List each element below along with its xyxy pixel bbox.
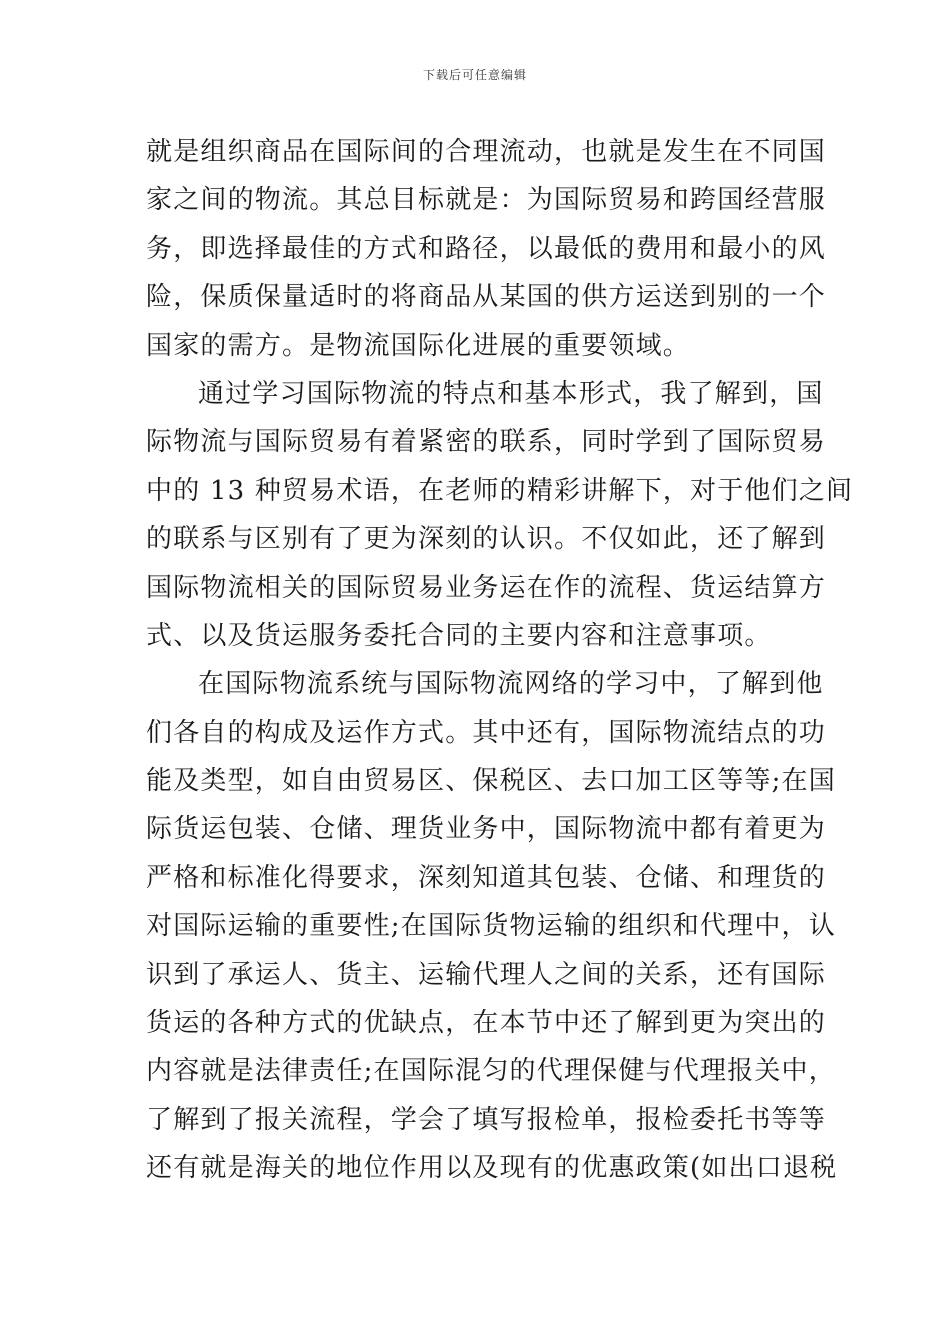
text-line: 们各自的构成及运作方式。其中还有，国际物流结点的功 [146, 717, 827, 748]
text-line: 内容就是法律责任;在国际混匀的代理保健与代理报关中， [146, 1056, 836, 1087]
text-line: 国际物流相关的国际贸易业务运在作的流程、货运结算方 [146, 572, 827, 603]
text-line: 能及类型，如自由贸易区、保税区、去口加工区等等;在国 [146, 766, 836, 797]
text-line: 识到了承运人、货主、运输代理人之间的关系，还有国际 [146, 959, 827, 990]
text-line: 的联系与区别有了更为深刻的认识。不仅如此，还了解到 [146, 524, 827, 555]
text-line: 就是组织商品在国际间的合理流动，也就是发生在不同国 [146, 137, 827, 167]
text-line: 际物流与国际贸易有着紧密的联系，同时学到了国际贸易 [146, 427, 827, 458]
text-line: 对国际运输的重要性;在国际货物运输的组织和代理中，认 [146, 911, 836, 942]
text-line: 在国际物流系统与国际物流网络的学习中，了解到他 [198, 669, 824, 700]
text-line: 国家的需方。是物流国际化进展的重要领域。 [146, 330, 691, 361]
text-line: 通过学习国际物流的特点和基本形式，我了解到，国 [198, 378, 824, 409]
text-line: 险，保质保量适时的将商品从某国的供方运送到别的一个 [146, 282, 827, 313]
page-header: 下载后可任意编辑 [422, 68, 527, 82]
text-line: 货运的各种方式的优缺点，在本节中还了解到更为突出的 [146, 1008, 827, 1039]
text-line: 式、以及货运服务委托合同的主要内容和注意事项。 [146, 620, 772, 651]
text-line: 际货运包装、仓储、理货业务中，国际物流中都有着更为 [146, 814, 827, 845]
text-line: 还有就是海关的地位作用以及现有的优惠政策(如出口退税 [146, 1153, 838, 1184]
text-line: 家之间的物流。其总目标就是：为国际贸易和跨国经营服 [146, 185, 827, 216]
document-body [146, 128, 854, 1193]
text-line: 严格和标准化得要求，深刻知道其包装、仓储、和理货的 [146, 862, 827, 893]
text-line: 务，即选择最佳的方式和路径，以最低的费用和最小的风 [146, 233, 827, 264]
text-line: 中的 13 种贸易术语，在老师的精彩讲解下，对于他们之间 [146, 475, 854, 506]
text-line: 了解到了报关流程，学会了填写报检单，报检委托书等等 [146, 1104, 827, 1135]
